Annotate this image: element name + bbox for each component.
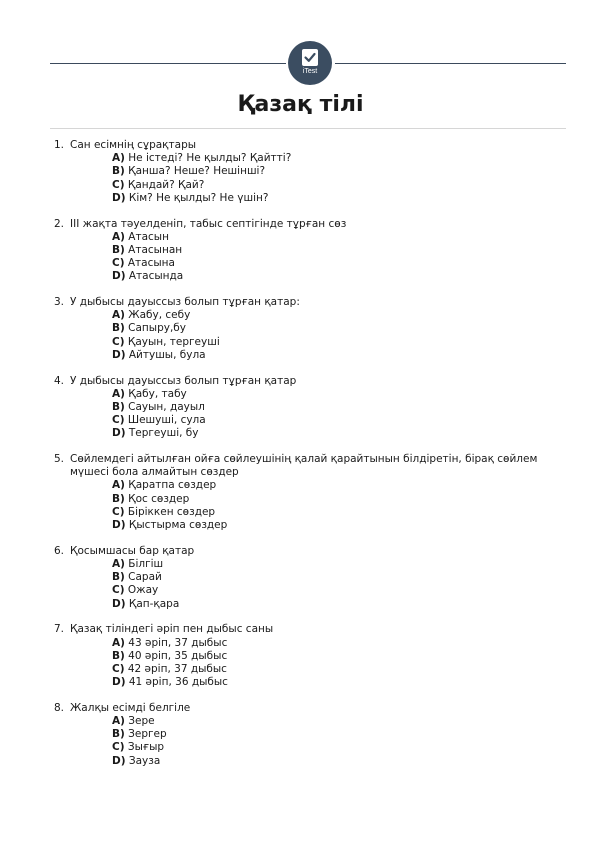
answer-option <box>112 414 569 427</box>
question-item <box>54 296 569 362</box>
answer-option <box>112 388 569 401</box>
option-letter: C) <box>112 178 125 191</box>
logo-text: iTest <box>302 68 318 75</box>
option-letter: D) <box>112 427 126 440</box>
option-text: Зере <box>128 715 155 728</box>
question-number: 8. <box>54 701 65 714</box>
question-item <box>54 623 569 689</box>
option-text: Зығыр <box>127 741 165 754</box>
option-text: 42 әріп, 37 дыбыс <box>127 662 227 675</box>
option-letter: A) <box>112 230 125 243</box>
option-text: Біріккен сөздер <box>127 505 216 518</box>
option-text: 40 әріп, 35 дыбыс <box>128 649 228 662</box>
question-item <box>54 139 569 205</box>
option-letter: A) <box>112 152 125 165</box>
answer-option <box>112 336 569 349</box>
option-text: Айтушы, була <box>128 348 206 361</box>
option-text: Шешуші, сула <box>127 414 206 427</box>
option-letter: A) <box>112 715 125 728</box>
header-rule-left <box>50 63 286 64</box>
option-letter: D) <box>112 348 126 361</box>
answer-option <box>112 309 569 322</box>
answer-option <box>112 192 569 205</box>
question-number: 1. <box>54 139 65 151</box>
option-text: Не істеді? Не қылды? Қайтті? <box>128 152 292 165</box>
option-text: Ожау <box>127 584 159 597</box>
answer-option <box>112 322 569 335</box>
option-letter: A) <box>112 557 125 570</box>
option-text: Қанша? Неше? Нешінші? <box>128 165 266 178</box>
answer-option <box>112 676 569 689</box>
option-text: Қыстырма сөздер <box>128 519 228 532</box>
answer-option <box>112 519 569 532</box>
option-letter: A) <box>112 479 125 492</box>
itest-logo <box>288 41 332 85</box>
question-item <box>54 545 569 611</box>
option-letter: C) <box>112 662 125 675</box>
answer-option <box>112 741 569 754</box>
question-row <box>54 623 569 636</box>
question-text: Жалқы есімді белгіле <box>70 701 191 714</box>
answer-option <box>112 152 569 165</box>
option-text: Сауын, дауыл <box>128 400 205 413</box>
answer-option <box>112 427 569 440</box>
answer-option <box>112 257 569 270</box>
question-list <box>54 139 569 780</box>
option-letter: B) <box>112 649 125 662</box>
option-text: Қауын, тергеуші <box>127 335 220 348</box>
question-row <box>54 375 569 388</box>
answer-option <box>112 728 569 741</box>
answer-options <box>112 231 569 284</box>
option-letter: B) <box>112 400 125 413</box>
option-text: Тергеуші, бу <box>128 427 199 440</box>
answer-option <box>112 479 569 492</box>
option-letter: B) <box>112 728 125 741</box>
option-letter: A) <box>112 636 125 649</box>
option-text: Атасында <box>128 270 184 283</box>
question-row <box>54 702 569 715</box>
option-text: Қап-қара <box>128 597 180 610</box>
option-text: Атасынан <box>128 243 183 256</box>
answer-option <box>112 571 569 584</box>
option-letter: C) <box>112 584 125 597</box>
answer-option <box>112 179 569 192</box>
answer-options <box>112 309 569 362</box>
option-text: Жабу, себу <box>128 309 191 322</box>
question-row <box>54 139 569 152</box>
question-text: Қазақ тіліндегі әріп пен дыбыс саны <box>70 623 274 636</box>
question-text: Қосымшасы бар қатар <box>70 544 195 557</box>
option-letter: C) <box>112 335 125 348</box>
answer-options <box>112 715 569 768</box>
question-row <box>54 453 569 479</box>
question-text: ІІІ жақта тәуелденіп, табыс септігінде тұрған сөз <box>70 217 347 230</box>
answer-option <box>112 598 569 611</box>
option-text: Кім? Не қылды? Не үшін? <box>128 191 269 204</box>
option-text: Сарай <box>128 571 162 584</box>
answer-option <box>112 637 569 650</box>
question-number: 4. <box>54 374 65 387</box>
option-letter: B) <box>112 322 125 335</box>
option-letter: D) <box>112 754 126 767</box>
answer-options <box>112 479 569 532</box>
option-text: Қандай? Қай? <box>127 178 205 191</box>
option-text: Зергер <box>128 728 167 741</box>
question-text: У дыбысы дауыссыз болып тұрған қатар: <box>70 296 300 309</box>
answer-options <box>112 388 569 441</box>
question-item <box>54 218 569 284</box>
question-item <box>54 375 569 441</box>
option-letter: D) <box>112 519 126 532</box>
question-row <box>54 545 569 558</box>
header-rule-right <box>335 63 566 64</box>
answer-option <box>112 663 569 676</box>
option-letter: B) <box>112 165 125 178</box>
page-title: Қазақ тілі <box>237 92 364 117</box>
question-number: 3. <box>54 296 65 309</box>
question-item <box>54 702 569 768</box>
answer-option <box>112 244 569 257</box>
checklist-icon <box>301 48 319 67</box>
answer-option <box>112 165 569 178</box>
answer-option <box>112 401 569 414</box>
answer-option <box>112 506 569 519</box>
answer-options <box>112 152 569 205</box>
option-text: Қаратпа сөздер <box>128 479 217 492</box>
answer-option <box>112 231 569 244</box>
answer-options <box>112 558 569 611</box>
question-number: 7. <box>54 623 65 636</box>
answer-option <box>112 270 569 283</box>
question-number: 6. <box>54 544 65 557</box>
option-letter: A) <box>112 309 125 322</box>
answer-option <box>112 584 569 597</box>
answer-option <box>112 715 569 728</box>
option-letter: C) <box>112 741 125 754</box>
option-letter: B) <box>112 492 125 505</box>
question-item <box>54 453 569 532</box>
option-letter: D) <box>112 191 126 204</box>
option-letter: A) <box>112 387 125 400</box>
title-divider <box>50 128 566 129</box>
option-text: Сапыру,бу <box>128 322 186 335</box>
option-text: Атасына <box>127 257 175 270</box>
question-number: 5. <box>54 453 65 466</box>
answer-option <box>112 493 569 506</box>
answer-option <box>112 755 569 768</box>
option-text: Зауза <box>128 754 161 767</box>
option-letter: D) <box>112 270 126 283</box>
option-text: 43 әріп, 37 дыбыс <box>128 636 228 649</box>
question-row <box>54 296 569 309</box>
question-number: 2. <box>54 217 65 230</box>
option-letter: D) <box>112 597 126 610</box>
option-letter: C) <box>112 414 125 427</box>
answer-option <box>112 650 569 663</box>
question-text: У дыбысы дауыссыз болып тұрған қатар <box>70 374 297 387</box>
option-text: 41 әріп, 36 дыбыс <box>128 676 228 689</box>
option-letter: D) <box>112 676 126 689</box>
answer-option <box>112 558 569 571</box>
question-text: Сөйлемдегі айтылған ойға сөйлеушінің қалай қарайтынын білдіретін, бірақ сөйлем мүшесі бола алмайтын сөздер <box>70 453 538 479</box>
option-letter: C) <box>112 257 125 270</box>
question-text: Сан есімнің сұрақтары <box>70 139 197 151</box>
option-letter: B) <box>112 243 125 256</box>
option-text: Қос сөздер <box>128 492 190 505</box>
answer-option <box>112 349 569 362</box>
option-letter: B) <box>112 571 125 584</box>
option-text: Білгіш <box>128 557 164 570</box>
option-text: Қабу, табу <box>128 387 187 400</box>
answer-options <box>112 637 569 690</box>
option-text: Атасын <box>128 230 169 243</box>
question-row <box>54 218 569 231</box>
option-letter: C) <box>112 505 125 518</box>
